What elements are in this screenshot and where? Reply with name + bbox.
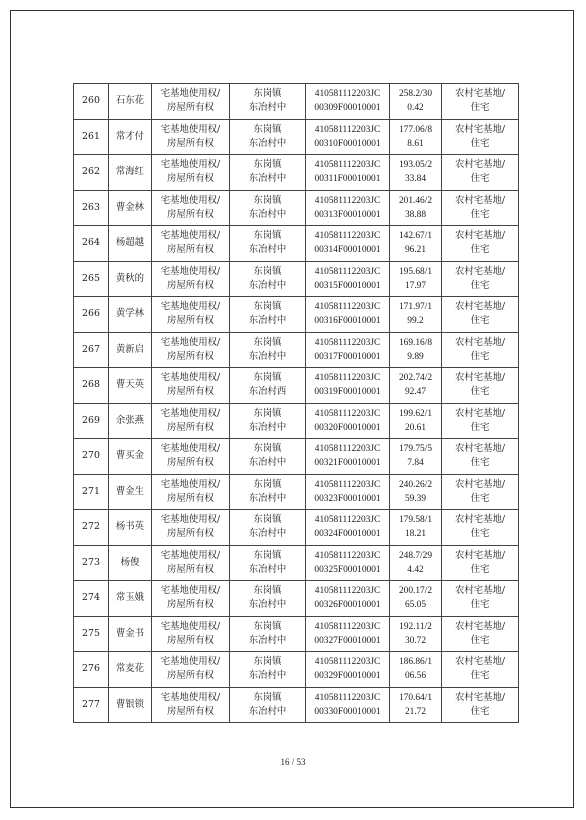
unit-code-cell: 410581112203JC 00309F00010001 <box>306 84 390 120</box>
right-type-cell: 宅基地使用权/ 房屋所有权 <box>152 545 230 581</box>
location-cell: 东岗镇 东冶村中 <box>230 687 306 723</box>
right-type-cell: 宅基地使用权/ 房屋所有权 <box>152 332 230 368</box>
unit-code-cell: 410581112203JC 00315F00010001 <box>306 261 390 297</box>
table-row <box>74 439 519 475</box>
right-type-cell: 宅基地使用权/ 房屋所有权 <box>152 190 230 226</box>
area-cell: 199.62/1 20.61 <box>390 403 442 439</box>
land-usage-cell: 农村宅基地/ 住宅 <box>442 119 519 155</box>
right-type-cell: 宅基地使用权/ 房屋所有权 <box>152 581 230 617</box>
area-cell: 193.05/2 33.84 <box>390 155 442 191</box>
location-cell: 东岗镇 东冶村中 <box>230 616 306 652</box>
owner-name-cell: 曹金林 <box>109 190 152 226</box>
location-cell: 东岗镇 东冶村西 <box>230 368 306 404</box>
location-cell: 东岗镇 东冶村中 <box>230 581 306 617</box>
unit-code-cell: 410581112203JC 00326F00010001 <box>306 581 390 617</box>
right-type-cell: 宅基地使用权/ 房屋所有权 <box>152 687 230 723</box>
land-usage-cell: 农村宅基地/ 住宅 <box>442 652 519 688</box>
table-row <box>74 226 519 262</box>
land-usage-cell: 农村宅基地/ 住宅 <box>442 190 519 226</box>
owner-name-cell: 曹天英 <box>109 368 152 404</box>
area-cell: 258.2/30 0.42 <box>390 84 442 120</box>
table-row <box>74 155 519 191</box>
row-number-cell: 272 <box>74 510 109 546</box>
row-number-cell: 277 <box>74 687 109 723</box>
unit-code-cell: 410581112203JC 00319F00010001 <box>306 368 390 404</box>
right-type-cell: 宅基地使用权/ 房屋所有权 <box>152 403 230 439</box>
owner-name-cell: 黄秋的 <box>109 261 152 297</box>
land-usage-cell: 农村宅基地/ 住宅 <box>442 510 519 546</box>
table-row <box>74 403 519 439</box>
row-number-cell: 260 <box>74 84 109 120</box>
area-cell: 170.64/1 21.72 <box>390 687 442 723</box>
area-cell: 169.16/8 9.89 <box>390 332 442 368</box>
row-number-cell: 270 <box>74 439 109 475</box>
unit-code-cell: 410581112203JC 00314F00010001 <box>306 226 390 262</box>
location-cell: 东岗镇 东冶村中 <box>230 439 306 475</box>
owner-name-cell: 曹金生 <box>109 474 152 510</box>
location-cell: 东岗镇 东冶村中 <box>230 510 306 546</box>
unit-code-cell: 410581112203JC 00327F00010001 <box>306 616 390 652</box>
right-type-cell: 宅基地使用权/ 房屋所有权 <box>152 368 230 404</box>
owner-name-cell: 余张燕 <box>109 403 152 439</box>
land-usage-cell: 农村宅基地/ 住宅 <box>442 155 519 191</box>
right-type-cell: 宅基地使用权/ 房屋所有权 <box>152 652 230 688</box>
right-type-cell: 宅基地使用权/ 房屋所有权 <box>152 155 230 191</box>
area-cell: 171.97/1 99.2 <box>390 297 442 333</box>
owner-name-cell: 常才付 <box>109 119 152 155</box>
area-cell: 186.86/1 06.56 <box>390 652 442 688</box>
land-usage-cell: 农村宅基地/ 住宅 <box>442 545 519 581</box>
land-usage-cell: 农村宅基地/ 住宅 <box>442 687 519 723</box>
land-usage-cell: 农村宅基地/ 住宅 <box>442 616 519 652</box>
owner-name-cell: 杨超越 <box>109 226 152 262</box>
row-number-cell: 261 <box>74 119 109 155</box>
land-usage-cell: 农村宅基地/ 住宅 <box>442 368 519 404</box>
right-type-cell: 宅基地使用权/ 房屋所有权 <box>152 297 230 333</box>
unit-code-cell: 410581112203JC 00329F00010001 <box>306 652 390 688</box>
area-cell: 192.11/2 30.72 <box>390 616 442 652</box>
table-row <box>74 474 519 510</box>
row-number-cell: 269 <box>74 403 109 439</box>
table-row <box>74 652 519 688</box>
unit-code-cell: 410581112203JC 00320F00010001 <box>306 403 390 439</box>
location-cell: 东岗镇 东冶村中 <box>230 332 306 368</box>
row-number-cell: 271 <box>74 474 109 510</box>
area-cell: 142.67/1 96.21 <box>390 226 442 262</box>
location-cell: 东岗镇 东冶村中 <box>230 403 306 439</box>
table-row <box>74 332 519 368</box>
area-cell: 177.06/8 8.61 <box>390 119 442 155</box>
row-number-cell: 264 <box>74 226 109 262</box>
row-number-cell: 262 <box>74 155 109 191</box>
location-cell: 东岗镇 东冶村中 <box>230 474 306 510</box>
right-type-cell: 宅基地使用权/ 房屋所有权 <box>152 510 230 546</box>
land-usage-cell: 农村宅基地/ 住宅 <box>442 403 519 439</box>
right-type-cell: 宅基地使用权/ 房屋所有权 <box>152 261 230 297</box>
location-cell: 东岗镇 东冶村中 <box>230 545 306 581</box>
unit-code-cell: 410581112203JC 00317F00010001 <box>306 332 390 368</box>
land-usage-cell: 农村宅基地/ 住宅 <box>442 439 519 475</box>
row-number-cell: 263 <box>74 190 109 226</box>
unit-code-cell: 410581112203JC 00324F00010001 <box>306 510 390 546</box>
row-number-cell: 265 <box>74 261 109 297</box>
location-cell: 东岗镇 东冶村中 <box>230 84 306 120</box>
location-cell: 东岗镇 东冶村中 <box>230 261 306 297</box>
location-cell: 东岗镇 东冶村中 <box>230 652 306 688</box>
owner-name-cell: 曹银锁 <box>109 687 152 723</box>
row-number-cell: 273 <box>74 545 109 581</box>
table-body <box>74 84 519 723</box>
location-cell: 东岗镇 东冶村中 <box>230 297 306 333</box>
area-cell: 240.26/2 59.39 <box>390 474 442 510</box>
land-usage-cell: 农村宅基地/ 住宅 <box>442 261 519 297</box>
table-row <box>74 581 519 617</box>
location-cell: 东岗镇 东冶村中 <box>230 155 306 191</box>
row-number-cell: 268 <box>74 368 109 404</box>
land-usage-cell: 农村宅基地/ 住宅 <box>442 474 519 510</box>
area-cell: 179.75/5 7.84 <box>390 439 442 475</box>
owner-name-cell: 常玉娥 <box>109 581 152 617</box>
unit-code-cell: 410581112203JC 00330F00010001 <box>306 687 390 723</box>
owner-name-cell: 杨俊 <box>109 545 152 581</box>
owner-name-cell: 黄学林 <box>109 297 152 333</box>
unit-code-cell: 410581112203JC 00316F00010001 <box>306 297 390 333</box>
area-cell: 200.17/2 65.05 <box>390 581 442 617</box>
right-type-cell: 宅基地使用权/ 房屋所有权 <box>152 226 230 262</box>
owner-name-cell: 石东花 <box>109 84 152 120</box>
table-row <box>74 190 519 226</box>
table-row <box>74 297 519 333</box>
owner-name-cell: 常海红 <box>109 155 152 191</box>
area-cell: 179.58/1 18.21 <box>390 510 442 546</box>
land-usage-cell: 农村宅基地/ 住宅 <box>442 581 519 617</box>
owner-name-cell: 曹买金 <box>109 439 152 475</box>
row-number-cell: 274 <box>74 581 109 617</box>
right-type-cell: 宅基地使用权/ 房屋所有权 <box>152 616 230 652</box>
unit-code-cell: 410581112203JC 00325F00010001 <box>306 545 390 581</box>
location-cell: 东岗镇 东冶村中 <box>230 226 306 262</box>
row-number-cell: 267 <box>74 332 109 368</box>
land-usage-cell: 农村宅基地/ 住宅 <box>442 84 519 120</box>
right-type-cell: 宅基地使用权/ 房屋所有权 <box>152 439 230 475</box>
location-cell: 东岗镇 东冶村中 <box>230 190 306 226</box>
owner-name-cell: 杨书英 <box>109 510 152 546</box>
row-number-cell: 276 <box>74 652 109 688</box>
area-cell: 202.74/2 92.47 <box>390 368 442 404</box>
property-rights-table <box>73 83 519 723</box>
table-row <box>74 119 519 155</box>
land-usage-cell: 农村宅基地/ 住宅 <box>442 332 519 368</box>
row-number-cell: 266 <box>74 297 109 333</box>
table-row <box>74 84 519 120</box>
page-number: 16 / 53 <box>280 757 306 767</box>
unit-code-cell: 410581112203JC 00313F00010001 <box>306 190 390 226</box>
table-row <box>74 510 519 546</box>
location-cell: 东岗镇 东冶村中 <box>230 119 306 155</box>
area-cell: 248.7/29 4.42 <box>390 545 442 581</box>
table-row <box>74 616 519 652</box>
table-row <box>74 687 519 723</box>
table-row <box>74 545 519 581</box>
owner-name-cell: 常麦花 <box>109 652 152 688</box>
owner-name-cell: 黄新启 <box>109 332 152 368</box>
area-cell: 195.68/1 17.97 <box>390 261 442 297</box>
area-cell: 201.46/2 38.88 <box>390 190 442 226</box>
unit-code-cell: 410581112203JC 00310F00010001 <box>306 119 390 155</box>
unit-code-cell: 410581112203JC 00321F00010001 <box>306 439 390 475</box>
row-number-cell: 275 <box>74 616 109 652</box>
unit-code-cell: 410581112203JC 00311F00010001 <box>306 155 390 191</box>
owner-name-cell: 曹金书 <box>109 616 152 652</box>
right-type-cell: 宅基地使用权/ 房屋所有权 <box>152 84 230 120</box>
right-type-cell: 宅基地使用权/ 房屋所有权 <box>152 474 230 510</box>
table-row <box>74 261 519 297</box>
land-usage-cell: 农村宅基地/ 住宅 <box>442 226 519 262</box>
table-row <box>74 368 519 404</box>
land-usage-cell: 农村宅基地/ 住宅 <box>442 297 519 333</box>
unit-code-cell: 410581112203JC 00323F00010001 <box>306 474 390 510</box>
right-type-cell: 宅基地使用权/ 房屋所有权 <box>152 119 230 155</box>
